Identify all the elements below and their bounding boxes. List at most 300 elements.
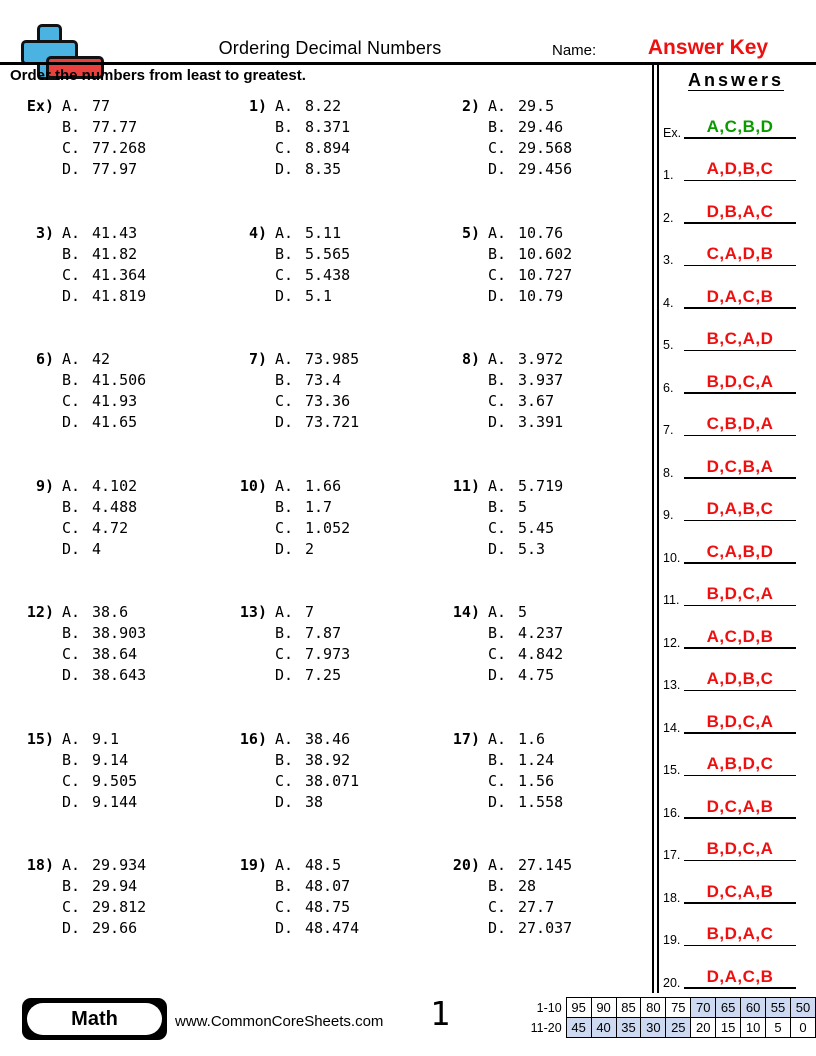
problem-options bbox=[488, 476, 563, 560]
option-value: 5.719 bbox=[518, 476, 564, 495]
answer-value: D,C,A,B bbox=[706, 881, 774, 901]
score-cell: 75 bbox=[666, 998, 691, 1018]
option-value: 48.75 bbox=[305, 898, 351, 916]
option-letter: B. bbox=[275, 371, 294, 389]
option-line bbox=[275, 623, 350, 644]
answer-value: C,B,D,A bbox=[706, 414, 774, 433]
problem-Ex bbox=[12, 96, 225, 223]
problem-options bbox=[275, 855, 359, 939]
option-line bbox=[275, 539, 350, 560]
score-cell: 50 bbox=[790, 998, 815, 1018]
option-value: 3.972 bbox=[518, 350, 564, 368]
problem-options bbox=[62, 223, 146, 307]
problem-options bbox=[275, 476, 350, 560]
option-line bbox=[488, 792, 563, 813]
answer-row-11 bbox=[660, 564, 810, 607]
answer-row-16 bbox=[660, 776, 810, 819]
option-line bbox=[62, 244, 146, 265]
answers-divider-line bbox=[657, 64, 659, 993]
option-value: 7.87 bbox=[305, 624, 342, 642]
answer-value: D,B,A,C bbox=[706, 201, 774, 221]
option-letter: C. bbox=[488, 265, 507, 284]
problem-options bbox=[488, 729, 563, 813]
option-value: 29.934 bbox=[92, 856, 147, 874]
option-letter: B. bbox=[62, 624, 81, 642]
score-cell: 55 bbox=[766, 998, 791, 1018]
option-line bbox=[488, 244, 572, 265]
option-value: 3.391 bbox=[518, 413, 564, 431]
answer-row-17 bbox=[660, 819, 810, 862]
option-letter: B. bbox=[488, 750, 507, 769]
option-line bbox=[275, 897, 359, 918]
option-value: 42 bbox=[92, 350, 111, 368]
problem-options bbox=[488, 96, 572, 180]
option-line bbox=[488, 265, 572, 286]
problem-options bbox=[62, 602, 146, 686]
option-letter: C. bbox=[62, 392, 81, 410]
problem-number: 8) bbox=[461, 350, 480, 368]
option-line bbox=[62, 750, 137, 771]
answer-value: D,A,B,C bbox=[706, 499, 774, 518]
option-line bbox=[488, 159, 572, 180]
option-letter: C. bbox=[488, 898, 507, 916]
problem-13 bbox=[225, 602, 438, 729]
option-line bbox=[275, 876, 359, 897]
answer-row-label: 9. bbox=[663, 508, 674, 522]
answer-row-label: 11. bbox=[663, 593, 680, 607]
option-value: 29.812 bbox=[92, 898, 147, 916]
option-value: 8.894 bbox=[305, 139, 351, 157]
option-letter: B. bbox=[488, 624, 507, 642]
option-line bbox=[488, 539, 563, 560]
option-line bbox=[275, 265, 350, 286]
option-value: 28 bbox=[518, 877, 537, 895]
option-letter: B. bbox=[62, 118, 81, 136]
problem-number: 5) bbox=[461, 223, 480, 242]
option-value: 38.903 bbox=[92, 624, 147, 642]
option-letter: B. bbox=[275, 624, 294, 642]
problem-number: 1) bbox=[248, 97, 267, 115]
answer-row-7 bbox=[660, 394, 810, 437]
option-letter: A. bbox=[488, 729, 507, 748]
option-value: 41.65 bbox=[92, 413, 138, 431]
option-letter: A. bbox=[488, 97, 507, 115]
option-line bbox=[275, 159, 350, 180]
option-letter: B. bbox=[488, 371, 507, 389]
option-value: 5.3 bbox=[518, 539, 546, 558]
answer-row-label: 2. bbox=[663, 210, 674, 225]
answer-row-label: 18. bbox=[663, 890, 681, 905]
problem-options bbox=[275, 96, 350, 180]
option-letter: B. bbox=[62, 750, 81, 769]
problem-number: 6) bbox=[35, 350, 54, 368]
option-value: 77.97 bbox=[92, 160, 138, 178]
option-line bbox=[62, 265, 146, 286]
problem-5 bbox=[438, 223, 652, 350]
answer-row-8 bbox=[660, 436, 810, 479]
header-divider bbox=[0, 62, 816, 65]
answer-row-6 bbox=[660, 351, 810, 394]
option-letter: A. bbox=[275, 856, 294, 874]
option-line bbox=[62, 497, 137, 518]
option-line bbox=[488, 391, 563, 412]
option-value: 4.75 bbox=[518, 666, 555, 684]
option-letter: D. bbox=[62, 413, 81, 431]
option-line bbox=[275, 370, 359, 391]
answer-key-text: Answer Key bbox=[647, 36, 769, 59]
answer-row-label: 20. bbox=[663, 975, 681, 990]
option-line bbox=[488, 771, 563, 792]
option-value: 38.46 bbox=[305, 729, 351, 748]
option-letter: C. bbox=[275, 771, 294, 790]
option-letter: A. bbox=[62, 476, 81, 495]
score-cell: 25 bbox=[666, 1018, 691, 1038]
answer-value: D,A,C,B bbox=[706, 966, 774, 986]
option-line bbox=[488, 349, 563, 370]
problem-number: 12) bbox=[26, 603, 54, 621]
answer-value: D,C,A,B bbox=[706, 796, 774, 816]
option-letter: C. bbox=[275, 518, 294, 537]
problem-number: 4) bbox=[248, 223, 267, 242]
option-value: 48.474 bbox=[305, 919, 360, 937]
option-line bbox=[275, 750, 359, 771]
option-value: 8.35 bbox=[305, 160, 342, 178]
option-letter: D. bbox=[275, 919, 294, 937]
option-value: 77.268 bbox=[92, 139, 147, 157]
option-letter: D. bbox=[488, 539, 507, 558]
option-letter: A. bbox=[275, 729, 294, 748]
answer-row-4 bbox=[660, 266, 810, 309]
option-line bbox=[488, 286, 572, 307]
score-cell: 80 bbox=[641, 998, 666, 1018]
option-letter: B. bbox=[62, 497, 81, 516]
problem-9 bbox=[12, 476, 225, 603]
answer-value: D,A,C,B bbox=[706, 286, 774, 306]
option-line bbox=[62, 286, 146, 307]
option-value: 1.56 bbox=[518, 771, 555, 790]
option-line bbox=[275, 602, 350, 623]
option-letter: A. bbox=[275, 350, 294, 368]
option-line bbox=[275, 729, 359, 750]
option-line bbox=[62, 391, 146, 412]
option-value: 73.721 bbox=[305, 413, 360, 431]
answer-row-label: 1. bbox=[663, 168, 674, 182]
answer-value: C,A,D,B bbox=[706, 244, 774, 263]
option-letter: B. bbox=[62, 244, 81, 263]
answer-row-2 bbox=[660, 181, 810, 224]
option-line bbox=[62, 855, 146, 876]
option-line bbox=[488, 223, 572, 244]
option-value: 9.14 bbox=[92, 750, 129, 769]
answer-row-9 bbox=[660, 479, 810, 522]
option-line bbox=[488, 370, 563, 391]
problem-18 bbox=[12, 855, 225, 982]
option-value: 38.6 bbox=[92, 603, 129, 621]
option-line bbox=[488, 750, 563, 771]
problem-17 bbox=[438, 729, 652, 856]
option-value: 7.25 bbox=[305, 666, 342, 684]
problem-2 bbox=[438, 96, 652, 223]
problem-number: 16) bbox=[239, 729, 267, 748]
answer-row-14 bbox=[660, 691, 810, 734]
answer-row-19 bbox=[660, 904, 810, 947]
option-line bbox=[275, 349, 359, 370]
answer-value: B,D,C,A bbox=[706, 839, 774, 858]
score-cell: 85 bbox=[616, 998, 641, 1018]
option-letter: C. bbox=[62, 645, 81, 663]
problem-options bbox=[275, 223, 350, 307]
option-value: 77 bbox=[92, 97, 111, 115]
option-letter: C. bbox=[275, 139, 294, 157]
answer-row-label: 16. bbox=[663, 805, 681, 820]
option-value: 48.07 bbox=[305, 877, 351, 895]
score-range-label: 11-20 bbox=[530, 1020, 562, 1035]
option-letter: D. bbox=[488, 919, 507, 937]
answer-row-label: 13. bbox=[663, 678, 681, 692]
problem-options bbox=[62, 855, 146, 939]
answer-value: A,C,B,D bbox=[706, 116, 774, 136]
option-value: 9.505 bbox=[92, 771, 138, 790]
answer-row-10 bbox=[660, 521, 810, 564]
option-value: 38.64 bbox=[92, 645, 138, 663]
answer-row-label: 12. bbox=[663, 635, 681, 650]
option-value: 41.43 bbox=[92, 223, 138, 242]
option-line bbox=[62, 771, 137, 792]
option-value: 1.24 bbox=[518, 750, 555, 769]
option-value: 41.364 bbox=[92, 265, 147, 284]
option-value: 38 bbox=[305, 792, 324, 811]
problem-19 bbox=[225, 855, 438, 982]
problem-number: Ex) bbox=[26, 97, 54, 115]
option-value: 27.037 bbox=[518, 919, 573, 937]
option-value: 9.1 bbox=[92, 729, 120, 748]
option-letter: A. bbox=[62, 603, 81, 621]
score-cell: 5 bbox=[766, 1018, 791, 1038]
option-line bbox=[275, 792, 359, 813]
answer-row-label: 7. bbox=[663, 423, 674, 437]
problem-number: 11) bbox=[452, 476, 480, 495]
option-line bbox=[62, 370, 146, 391]
option-letter: C. bbox=[275, 265, 294, 284]
answer-value: B,C,A,D bbox=[706, 329, 774, 348]
option-line bbox=[62, 539, 137, 560]
option-line bbox=[62, 602, 146, 623]
option-value: 5 bbox=[518, 603, 528, 621]
option-value: 41.506 bbox=[92, 371, 147, 389]
answer-value: B,D,C,A bbox=[706, 371, 774, 391]
option-line bbox=[488, 876, 572, 897]
problem-number: 2) bbox=[461, 97, 480, 115]
option-line bbox=[275, 497, 350, 518]
option-line bbox=[275, 518, 350, 539]
answers-title: Answers bbox=[687, 70, 785, 90]
option-value: 29.46 bbox=[518, 118, 564, 136]
problem-number: 13) bbox=[239, 603, 267, 621]
answers-divider-line bbox=[652, 64, 654, 993]
option-line bbox=[488, 665, 563, 686]
option-line bbox=[488, 96, 572, 117]
option-letter: B. bbox=[62, 371, 81, 389]
option-letter: A. bbox=[488, 476, 507, 495]
option-value: 77.77 bbox=[92, 118, 138, 136]
answer-row-13 bbox=[660, 649, 810, 692]
answer-row-20 bbox=[660, 946, 810, 989]
option-value: 29.66 bbox=[92, 919, 138, 937]
option-line bbox=[488, 897, 572, 918]
option-line bbox=[62, 792, 137, 813]
option-line bbox=[62, 918, 146, 939]
option-value: 7 bbox=[305, 603, 315, 621]
option-value: 5.11 bbox=[305, 223, 342, 242]
score-cell: 45 bbox=[566, 1018, 591, 1038]
option-letter: C. bbox=[62, 139, 81, 157]
problem-number: 14) bbox=[452, 603, 480, 621]
answer-value: A,B,D,C bbox=[706, 754, 774, 773]
option-line bbox=[275, 138, 350, 159]
answer-row-label: 19. bbox=[663, 933, 681, 947]
problem-number: 3) bbox=[35, 223, 54, 242]
subject-pill bbox=[27, 1003, 162, 1035]
option-value: 1.6 bbox=[518, 729, 546, 748]
problem-16 bbox=[225, 729, 438, 856]
option-value: 5.565 bbox=[305, 244, 351, 263]
option-letter: B. bbox=[275, 244, 294, 263]
problem-12 bbox=[12, 602, 225, 729]
option-value: 5.438 bbox=[305, 265, 351, 284]
option-letter: D. bbox=[275, 666, 294, 684]
option-letter: C. bbox=[275, 898, 294, 916]
option-line bbox=[488, 855, 572, 876]
problem-number: 15) bbox=[26, 729, 54, 748]
option-line bbox=[62, 876, 146, 897]
option-letter: B. bbox=[488, 118, 507, 136]
option-value: 29.456 bbox=[518, 160, 573, 178]
option-letter: D. bbox=[488, 666, 507, 684]
answer-value: A,C,D,B bbox=[706, 626, 774, 646]
answer-row-1 bbox=[660, 139, 810, 182]
option-line bbox=[275, 855, 359, 876]
option-line bbox=[62, 623, 146, 644]
option-letter: B. bbox=[488, 877, 507, 895]
option-value: 48.5 bbox=[305, 856, 342, 874]
option-letter: C. bbox=[488, 771, 507, 790]
problem-number: 18) bbox=[26, 856, 54, 874]
problem-options bbox=[275, 349, 359, 433]
answer-row-label: 3. bbox=[663, 253, 674, 267]
option-letter: D. bbox=[488, 160, 507, 178]
option-value: 4.842 bbox=[518, 645, 564, 663]
answer-row-12 bbox=[660, 606, 810, 649]
option-line bbox=[62, 96, 146, 117]
option-line bbox=[275, 117, 350, 138]
option-value: 3.67 bbox=[518, 392, 555, 410]
option-letter: D. bbox=[488, 413, 507, 431]
problem-number: 9) bbox=[35, 476, 54, 495]
option-letter: C. bbox=[488, 518, 507, 537]
option-value: 5.45 bbox=[518, 518, 555, 537]
option-letter: A. bbox=[488, 350, 507, 368]
problem-15 bbox=[12, 729, 225, 856]
option-line bbox=[488, 497, 563, 518]
option-value: 10.727 bbox=[518, 265, 573, 284]
name-label: Name: bbox=[552, 42, 597, 59]
subject-badge bbox=[22, 998, 167, 1040]
score-cell: 95 bbox=[566, 998, 591, 1018]
subject-label: Math bbox=[71, 1007, 118, 1030]
website-url: www.CommonCoreSheets.com bbox=[175, 1013, 384, 1030]
page-title: Ordering Decimal Numbers bbox=[218, 38, 442, 58]
option-line bbox=[275, 244, 350, 265]
option-value: 4.488 bbox=[92, 497, 138, 516]
option-line bbox=[275, 412, 359, 433]
option-value: 7.973 bbox=[305, 645, 351, 663]
option-value: 1.558 bbox=[518, 792, 564, 811]
instruction-text: Order the numbers from least to greatest. bbox=[10, 67, 306, 84]
problem-options bbox=[62, 96, 146, 180]
option-line bbox=[488, 138, 572, 159]
option-value: 73.4 bbox=[305, 371, 342, 389]
problem-number: 10) bbox=[239, 476, 267, 495]
option-line bbox=[275, 644, 350, 665]
option-value: 10.602 bbox=[518, 244, 573, 263]
option-letter: A. bbox=[275, 476, 294, 495]
answer-row-label: 4. bbox=[663, 295, 674, 310]
option-letter: B. bbox=[275, 497, 294, 516]
score-table bbox=[524, 997, 816, 1038]
option-letter: C. bbox=[62, 898, 81, 916]
option-value: 27.145 bbox=[518, 856, 573, 874]
problems-grid bbox=[12, 96, 652, 982]
problem-20 bbox=[438, 855, 652, 982]
option-value: 9.144 bbox=[92, 792, 138, 811]
score-cell: 15 bbox=[716, 1018, 741, 1038]
score-cell: 65 bbox=[716, 998, 741, 1018]
option-value: 5 bbox=[518, 497, 528, 516]
option-letter: D. bbox=[275, 160, 294, 178]
problem-number: 19) bbox=[239, 856, 267, 874]
option-line bbox=[488, 412, 563, 433]
option-letter: D. bbox=[62, 792, 81, 811]
option-letter: A. bbox=[488, 223, 507, 242]
score-cell: 40 bbox=[591, 1018, 616, 1038]
answer-value: C,A,B,D bbox=[706, 541, 774, 561]
answer-row-3 bbox=[660, 224, 810, 267]
option-line bbox=[275, 286, 350, 307]
option-letter: C. bbox=[62, 771, 81, 790]
option-line bbox=[275, 391, 359, 412]
answer-row-label: 14. bbox=[663, 720, 681, 735]
problem-number: 20) bbox=[452, 856, 480, 874]
answer-row-label: 5. bbox=[663, 338, 674, 352]
answer-value: A,D,B,C bbox=[706, 669, 774, 688]
problem-options bbox=[488, 855, 572, 939]
option-letter: B. bbox=[275, 877, 294, 895]
problem-number: 17) bbox=[452, 729, 480, 748]
option-letter: D. bbox=[275, 413, 294, 431]
option-value: 4.72 bbox=[92, 518, 129, 537]
option-value: 73.36 bbox=[305, 392, 351, 410]
problem-1 bbox=[225, 96, 438, 223]
problem-number: 7) bbox=[248, 350, 267, 368]
answer-value: A,D,B,C bbox=[706, 159, 774, 178]
option-line bbox=[488, 623, 563, 644]
problem-3 bbox=[12, 223, 225, 350]
option-letter: D. bbox=[488, 792, 507, 811]
option-letter: D. bbox=[488, 286, 507, 305]
option-line bbox=[62, 665, 146, 686]
problem-options bbox=[488, 349, 563, 433]
answer-value: B,D,A,C bbox=[706, 924, 774, 943]
